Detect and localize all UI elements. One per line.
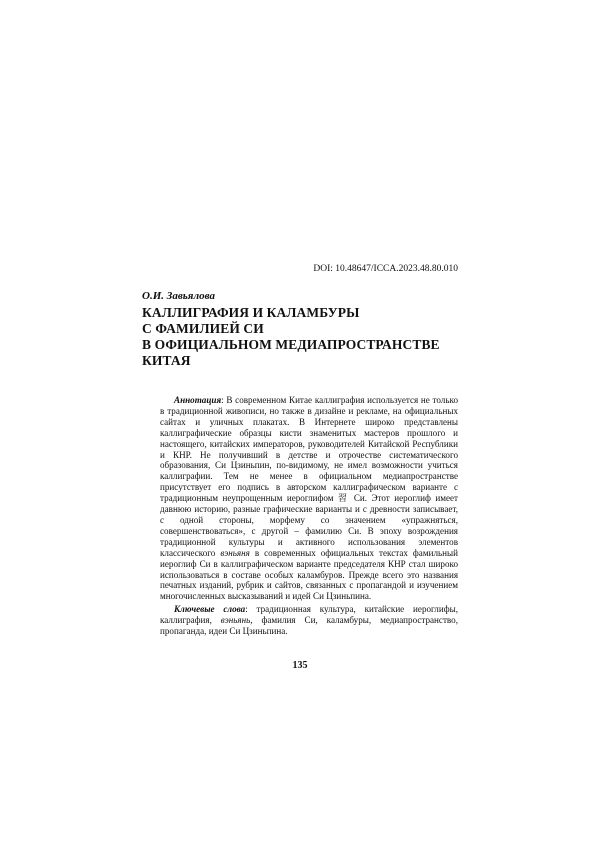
abstract-block bbox=[160, 395, 458, 637]
abstract-text-end: в современных официальных текстах фамильный иероглиф Си в каллиграфическом варианте председателя КНР стал широко использоваться в составе особых каламбуров. Прежде всего это названия печатных изданий, рубрик и сайтов, связанных с пропагандой и изучением многочисленных высказываний и идей Си Цзиньпина. bbox=[160, 547, 458, 602]
title-line: С ФАМИЛИЕЙ СИ bbox=[142, 321, 264, 336]
doi-line: DOI: 10.48647/ICCA.2023.48.80.010 bbox=[313, 264, 458, 274]
keywords-text-end: , фамилия Си, каламбуры, медиапространство, пропаганда, идеи Си Цзиньпина. bbox=[160, 615, 458, 637]
abstract-label: Аннотация bbox=[174, 395, 222, 405]
keywords-text: : традиционная культура, китайские иероглифы, каллиграфия, bbox=[160, 604, 458, 626]
abstract-text: : В современном Китае каллиграфия используется не только в традиционной живописи, но также в дизайне и рекламе, на официальных сайтах и уличных плакатах. В Интернете широко представлены каллиграфические образцы кисти знаменитых мастеров прошлого и настоящего, китайских императоров, руководителей Китайской Республики и КНР. Не получивший в детстве и отрочестве систематического образования, Си Цзиньпин, по-видимому, не имел возможности учиться каллиграфии. Тем не менее в официальном медиапространстве присутствует его подпись в авторском каллиграфическом варианте с традиционным неупрощенным иероглифом 習 Си. Этот иероглиф имеет давнюю историю, разные графические варианты и с древности записывает, с одной стороны, морфему со значением «упражняться, совершенствоваться», с другой – фамилию Си. В эпоху возрождения традиционной культуры и активного использования элементов классического bbox=[160, 395, 458, 558]
title-line: КАЛЛИГРАФИЯ И КАЛАМБУРЫ bbox=[142, 305, 360, 320]
author-name: О.И. Завьялова bbox=[142, 290, 215, 302]
title-line: В ОФИЦИАЛЬНОМ МЕДИАПРОСТРАНСТВЕ bbox=[142, 337, 440, 352]
keywords-label: Ключевые слова bbox=[174, 604, 246, 615]
keywords-paragraph bbox=[160, 604, 458, 637]
title-line: КИТАЯ bbox=[142, 353, 191, 368]
page-number: 135 bbox=[292, 660, 308, 671]
article-title bbox=[142, 305, 472, 369]
abstract-paragraph bbox=[160, 395, 458, 602]
keywords-italic-term: вэньянь bbox=[220, 615, 251, 626]
abstract-italic-term: вэньяня bbox=[220, 547, 250, 558]
